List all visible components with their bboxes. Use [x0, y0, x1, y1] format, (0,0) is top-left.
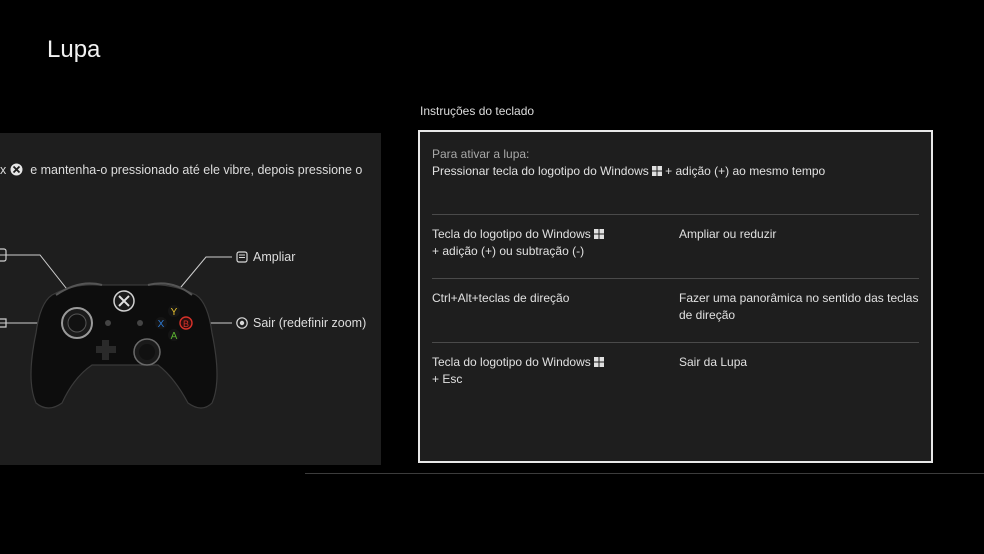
activate-text-tail: + adição (+) ao mesmo tempo	[665, 164, 826, 178]
row-3-action-line1: Sair da Lupa	[679, 355, 748, 369]
svg-text:A: A	[170, 331, 178, 342]
windows-logo-icon	[652, 166, 662, 176]
activate-instruction	[432, 163, 825, 180]
callout-exit	[236, 316, 366, 330]
activate-label: Para ativar a lupa:	[432, 147, 530, 161]
row-2-action-line2: de direção	[679, 308, 736, 322]
row-3-key-line1: Tecla do logotipo do Windows	[432, 355, 591, 369]
keyboard-section-label: Instruções do teclado	[420, 104, 535, 118]
shortcut-row-2-action	[679, 290, 918, 324]
callout-zoom-label: Ampliar	[253, 250, 296, 264]
instruction-text: e mantenha-o pressionado até ele vibre, depois pressione o	[30, 163, 363, 177]
xbox-button-inline-icon	[10, 163, 23, 176]
svg-text:Y: Y	[170, 307, 178, 318]
keyboard-instructions-panel[interactable]	[418, 130, 933, 463]
b-button-icon	[236, 317, 248, 329]
controller-panel	[0, 133, 381, 465]
row-3-key-line2: + Esc	[432, 372, 463, 386]
windows-logo-icon	[594, 357, 604, 367]
controller-instruction	[0, 163, 362, 177]
svg-text:B: B	[182, 319, 190, 329]
row-1-key-line2: + adição (+) ou subtração (-)	[432, 244, 585, 258]
shortcut-row-2-key	[432, 290, 569, 307]
svg-text:X: X	[157, 319, 165, 330]
callout-exit-label: Sair (redefinir zoom)	[253, 316, 367, 330]
view-button-icon	[105, 320, 111, 326]
divider	[432, 278, 919, 279]
callout-line-view	[0, 255, 70, 293]
callout-line-menu	[176, 257, 232, 293]
windows-logo-icon	[594, 229, 604, 239]
instruction-prefix: x	[0, 163, 7, 177]
callout-zoom	[236, 250, 295, 264]
xbox-controller-illustration	[0, 133, 381, 465]
row-2-action-line1: Fazer uma panorâmica no sentido das teclas	[679, 291, 919, 305]
shortcut-row-3-action	[679, 354, 747, 371]
menu-button-icon	[137, 320, 143, 326]
shortcut-row-3-key	[432, 354, 604, 388]
shortcut-row-1-action	[679, 226, 776, 243]
shortcut-row-1-key	[432, 226, 604, 260]
divider	[432, 214, 919, 215]
activate-text: Pressionar tecla do logotipo do Windows	[432, 164, 649, 178]
row-1-key-line1: Tecla do logotipo do Windows	[432, 227, 591, 241]
row-2-key-line1: Ctrl+Alt+teclas de direção	[432, 291, 570, 305]
bottom-divider	[305, 473, 984, 474]
page-title: Lupa	[47, 36, 101, 63]
row-1-action-line1: Ampliar ou reduzir	[679, 227, 777, 241]
divider	[432, 342, 919, 343]
menu-button-icon	[236, 251, 248, 263]
